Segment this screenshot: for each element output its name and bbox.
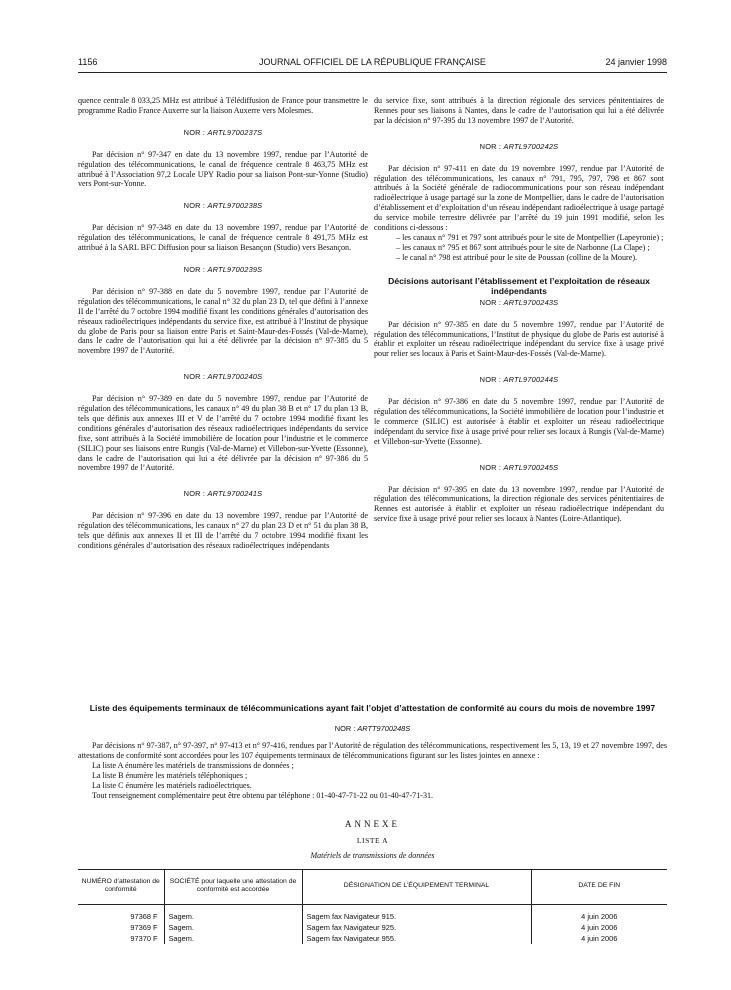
- nor-reference: NOR : ARTL9700243S: [479, 297, 559, 307]
- table-cell: Sagem.: [164, 922, 302, 933]
- table-cell: Sagem fax Navigateur 925.: [302, 922, 531, 933]
- column-header: NUMÉRO d’attestation de conformité: [78, 870, 164, 905]
- table-row: [78, 933, 667, 944]
- nor-reference: NOR : ARTL9700240S: [183, 372, 263, 382]
- paragraph: Par décision n° 97-389 en date du 5 novembre 1997, rendue par l’Autorité de régulation des télécommunications, les canaux n° 49 du plan 38 B et n° 17 du plan 13 B, tels que définis aux annexes III et V de l’arrêté du 7 octobre 1994 modifié fixant les conditions générales d’autorisation des réseaux radioélectriques indépendants du service fixe, sont attribués à la Société immobilière de location pour l’industrie et le commerce (SILIC) pour ses liaisons entre Rungis (Val-de-Marne) et Villebon-sur-Yvette (Essonne), dans le cadre de l’autorisation qui lui a été délivrée par la décision n° 97-386 du 5 novembre 1997 de l’Autorité.: [78, 394, 368, 473]
- table-cell: 4 juin 2006: [531, 905, 667, 923]
- nor-reference: NOR : ARTT9700248S: [334, 724, 411, 733]
- nor-reference: NOR : ARTL9700237S: [183, 127, 263, 137]
- issue-date: 24 janvier 1998: [605, 57, 667, 67]
- paragraph: La liste B énumère les matériels téléphoniques ;: [92, 770, 248, 780]
- header-rule: [78, 72, 667, 73]
- nor-reference: NOR : ARTL9700238S: [183, 201, 263, 211]
- equipment-table: [78, 869, 667, 944]
- column-header: DÉSIGNATION DE L’ÉQUIPEMENT TERMINAL: [302, 870, 531, 905]
- column-header: DATE DE FIN: [531, 870, 667, 905]
- paragraph: quence centrale 8 033,25 MHz est attribué à Télédiffusion de France pour transmettre le programme Radio France Auxerre sur la liaison Auxerre vers Molesmes.: [78, 96, 368, 115]
- table-row: [78, 905, 667, 923]
- paragraph: Par décisions n° 97-387, n° 97-397, n° 97-413 et n° 97-416, rendues par l’Autorité de régulation des télécommunications, respectivement les 5, 13, 19 et 27 novembre 1997, des attestations de conformité sont accordées pour les 107 équipements terminaux de télécommunications figurant sur les listes jointes en annexe :: [78, 741, 667, 760]
- page-header: [78, 57, 667, 71]
- table-cell: Sagem fax Navigateur 955.: [302, 933, 531, 944]
- paragraph: Par décision n° 97-396 en date du 13 novembre 1997, rendue par l’Autorité de régulation des télécommunications, les canaux n° 27 du plan 23 D et n° 51 du plan 38 B, tels que définis aux annexes II et III de l’arrêté du 7 octobre 1994 modifié fixant les conditions générales d’autorisation des réseaux radioélectriques indépendants: [78, 511, 368, 550]
- table-cell: Sagem fax Navigateur 915.: [302, 905, 531, 923]
- nor-reference: NOR : ARTL9700242S: [479, 141, 559, 151]
- column-header: SOCIÉTÉ pour laquelle une attestation de conformité est accordée: [164, 870, 302, 905]
- list-item: – les canaux n° 795 et 867 sont attribués pour le site de Narbonne (La Clape) ;: [396, 242, 650, 252]
- paragraph: La liste A énumère les matériels de transmissions de données ;: [92, 760, 294, 770]
- page-number: 1156: [78, 57, 98, 67]
- paragraph: Par décision n° 97-385 en date du 5 novembre 1997, rendue par l’Autorité de régulation des télécommunications, l’Institut de physique du globe de Paris est autorisé à établir et exploiter un réseau radioélectrique indépendant du service fixe à usage privé pour relier ses locaux à Paris et Saint-Maur-des-Fossés (Val-de-Marne).: [374, 319, 664, 359]
- section-heading: Décisions autorisant l’établissement et l’exploitation de réseaux indépendants: [388, 275, 650, 296]
- paragraph: La liste C énumère les matériels radioélectriques.: [92, 780, 252, 790]
- table-cell: 4 juin 2006: [531, 933, 667, 944]
- annexe-title: ANNEXE: [345, 819, 400, 829]
- table-row: [78, 922, 667, 933]
- list-intro: [78, 741, 667, 800]
- nor-reference: NOR : ARTL9700244S: [479, 375, 559, 385]
- list-item: – les canaux n° 791 et 797 sont attribués pour le site de Montpellier (Lapeyronie) ;: [396, 232, 664, 242]
- nor-reference: NOR : ARTL9700239S: [183, 264, 263, 274]
- list-item: – le canal n° 798 est attribué pour le site de Poussan (colline de la Moure).: [396, 252, 638, 262]
- list-subtitle: Matériels de transmissions de données: [310, 851, 435, 860]
- paragraph: Par décision n° 97-347 en date du 13 novembre 1997, rendue par l’Autorité de régulation des télécommunications, le canal de fréquence centrale 8 463,75 MHz est attribué à l’Association 97,2 Locale UPY Radio pour sa liaison Pont-sur-Yonne (Studio) vers Pont-sur-Yonne.: [78, 149, 368, 189]
- table-cell: Sagem.: [164, 933, 302, 944]
- paragraph: Par décision n° 97-395 en date du 13 novembre 1997, rendue par l’Autorité de régulation des télécommunications, la direction régionale des services pénitentiaires de Rennes est autorisée à établir et exploiter un réseau radioélectrique indépendant du service fixe à usage privé pour relier ses locaux à Nantes (Loire-Atlantique).: [374, 484, 664, 524]
- list-title: LISTE A: [356, 836, 389, 845]
- right-column: [374, 96, 664, 524]
- journal-title: JOURNAL OFFICIEL DE LA RÉPUBLIQUE FRANÇAISE: [259, 57, 486, 67]
- nor-reference: NOR : ARTL9700241S: [183, 489, 263, 499]
- left-column: [78, 96, 368, 551]
- list-heading: Liste des équipements terminaux de télécommunications ayant fait l’objet d’attestation de conformité au cours du mois de novembre 1997: [89, 703, 656, 713]
- paragraph: du service fixe, sont attribués à la direction régionale des services pénitentiaires de Rennes pour ses liaisons à Nantes, dans le cadre de l’autorisation qui lui a été délivrée par la décision n° 97-395 du 13 novembre 1997 de l’Autorité.: [374, 96, 664, 125]
- nor-reference: NOR : ARTL9700245S: [479, 462, 559, 472]
- paragraph: Tout renseignement complémentaire peut être obtenu par téléphone : 01-40-47-71-22 ou 01-40-47-71-31.: [92, 790, 434, 800]
- table-header-row: [78, 870, 667, 905]
- paragraph: Par décision n° 97-386 en date du 5 novembre 1997, rendue par l’Autorité de régulation des télécommunications, la Société immobilière de location pour l’industrie et le commerce (SILIC) est autorisée à établir et exploiter un réseau radioélectrique indépendant du service fixe à usage privé pour relier ses locaux à Rungis (Val-de-Marne) et Villebon-sur-Yvette (Essonne).: [374, 397, 664, 446]
- paragraph: Par décision n° 97-388 en date du 5 novembre 1997, rendue par l’Autorité de régulation des télécommunications, le canal n° 32 du plan 23 D, tel que défini à l’annexe II de l’arrêté du 7 octobre 1994 modifié fixant les conditions générales d’autorisation des réseaux radioélectriques indépendants du service fixe, est attribué à l’Institut de physique du globe de Paris pour sa liaison entre Paris et Saint-Maur-des-Fossés (Val-de-Marne), dans le cadre de l’autorisation qui lui a été délivrée par la décision n° 97-385 du 5 novembre 1997 de l’Autorité.: [78, 286, 368, 356]
- table-cell: 97370 F: [130, 933, 158, 943]
- paragraph: Par décision n° 97-411 en date du 19 novembre 1997, rendue par l’Autorité de régulation des télécommunications, les canaux n° 791, 795, 797, 798 et 867 sont attribués à la Société générale de radiocommunications pour son réseau indépendant radioélectrique à usage partagé sur la zone de Montpellier, dans le cadre de l’autorisation d’établissement et d’exploitation d’un réseau indépendant radioélectrique à usage partagé du service mobile terrestre délivrée par l’arrêté du 19 juin 1991 modifié, selon les conditions ci-dessous :: [374, 163, 664, 233]
- table-cell: 97368 F: [130, 911, 158, 921]
- paragraph: Par décision n° 97-348 en date du 13 novembre 1997, rendue par l’Autorité de régulation des télécommunications, le canal de fréquence centrale 8 491,75 MHz est attribué à la SARL BFC Diffusion pour sa liaison Besançon (Studio) vers Besançon.: [78, 223, 368, 253]
- table-cell: Sagem.: [164, 905, 302, 923]
- table-cell: 4 juin 2006: [531, 922, 667, 933]
- table-cell: 97369 F: [130, 922, 158, 932]
